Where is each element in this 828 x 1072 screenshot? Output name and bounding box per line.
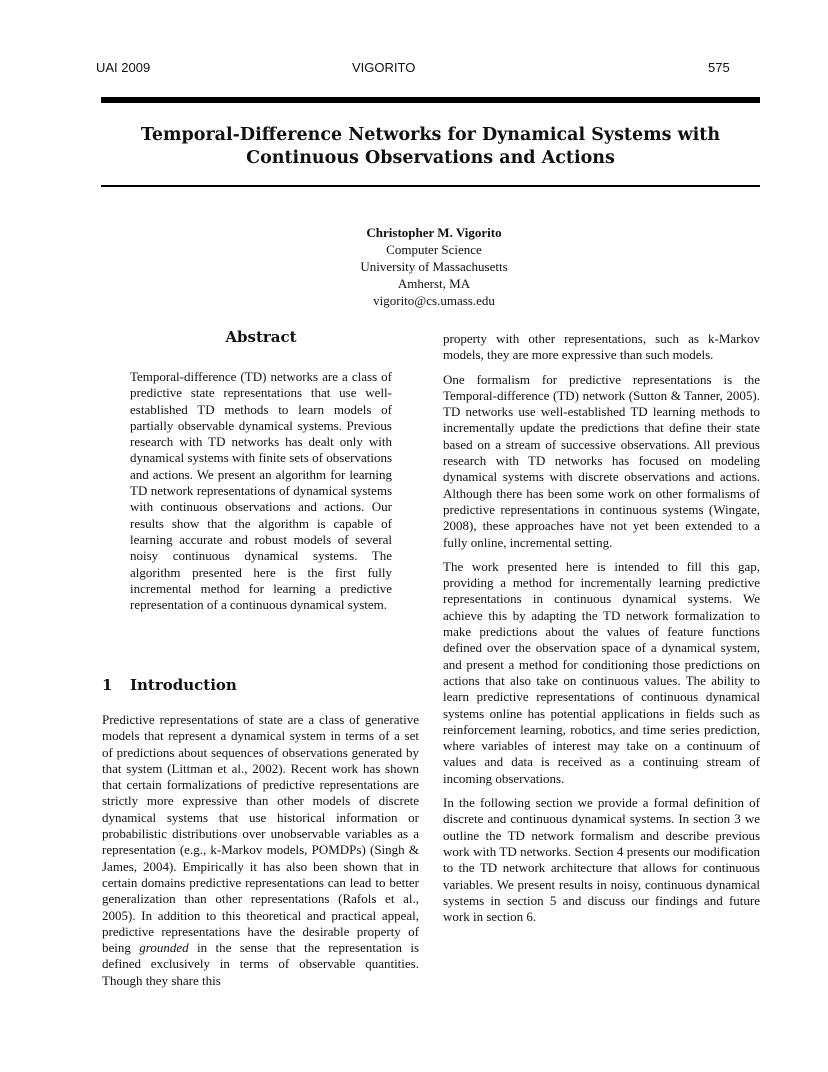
running-header-author: VIGORITO	[352, 60, 416, 75]
paper-title	[101, 124, 760, 170]
running-header-venue: UAI 2009	[96, 60, 151, 75]
intro-paragraph-1: Predictive representations of state are a class of generative models that represent a dynamical system in terms of a set of predictions about sequences of observations generated by that system (Littman et al., 2002). Recent work has shown that certain formalizations of predictive representations are strictly more expressive than other models of discrete dynamical systems that use historical information or probabilistic distributions over unobservable variables as a representation (e.g., k-Markov models, POMDPs) (Singh & James, 2004). Empirically it has also been shown that in certain domains predictive representations can lead to better generalization than other representations (Rafols et al., 2005). In addition to this theoretical and practical appeal, predictive representations have the desirable property of being grounded in the sense that the representation is defined exclusively in terms of observable quantities. Though they share this	[102, 712, 420, 988]
author-location: Amherst, MA	[397, 276, 471, 291]
emphasis-grounded: grounded	[139, 940, 189, 956]
right-paragraph-0: property with other representations, such as k-Markov models, they are more expressive than such models.	[443, 331, 760, 363]
abstract-text: Temporal-difference (TD) networks are a class of predictive state representations that use well-established TD methods to learn models of partially observable dynamical systems. Previous research with TD networks has dealt only with dynamical systems with finite sets of observations and actions. We present an algorithm for learning TD network representations of dynamical systems with continuous observations and actions. Our results show that the algorithm is capable of learning accurate and robust models of several noisy continuous dynamical systems. The algorithm presented here is the first fully incremental method for learning a predictive representation of a continuous dynamical system.	[130, 369, 392, 613]
section-title: Introduction	[130, 676, 237, 694]
author-block	[280, 224, 588, 309]
title-top-rule	[101, 97, 760, 103]
title-line-1: Temporal-Difference Networks for Dynamical Systems with	[140, 125, 721, 145]
title-line-2: Continuous Observations and Actions	[246, 148, 615, 168]
author-email: vigorito@cs.umass.edu	[373, 293, 495, 308]
right-paragraph-3: In the following section we provide a formal definition of discrete and continuous dynamical systems. In section 3 we outline the TD network formalism and describe previous work with TD networks. Section 4 presents our modification to the TD network architecture that allows for continuous variables. We present results in noisy, continuous dynamical systems in section 5 and discuss our findings and future work in section 6.	[443, 795, 760, 925]
right-paragraph-2: The work presented here is intended to fill this gap, providing a method for incrementally learning predictive representations in continuous dynamical systems. We achieve this by adapting the TD network formalization to make predictions about the values of feature functions defined over the observation space of a dynamical system, and present a method for conditioning those predictions on actions that also take on continuous values. The ability to learn predictive representations of continuous dynamical systems online has potential applications in fields such as reinforcement learning, robotics, and time series prediction, where variables of interest may take on a continuum of values and data is received as a continuing stream of incoming observations.	[443, 558, 760, 786]
abstract-heading: Abstract	[225, 328, 297, 346]
section-heading	[102, 676, 237, 694]
author-department: Computer Science	[386, 242, 482, 257]
author-university: University of Massachusetts	[360, 259, 508, 274]
page-number: 575	[708, 60, 730, 75]
section-number: 1	[102, 676, 113, 694]
right-paragraph-1: One formalism for predictive representations is the Temporal-difference (TD) network (Sutton & Tanner, 2005). TD networks use well-established TD learning methods to incrementally update the predictions that define their state based on a stream of successive observations. All previous research with TD networks has focused on modeling dynamical systems with discrete observations and actions. Although there has been some work on other formalisms of predictive representations in continuous systems (Wingate, 2008), these approaches have not yet been extended to a fully online, incremental setting.	[443, 371, 760, 550]
left-column-body	[102, 712, 419, 997]
title-bottom-rule	[101, 185, 760, 187]
right-column-body	[443, 331, 760, 933]
author-name: Christopher M. Vigorito	[366, 225, 502, 240]
